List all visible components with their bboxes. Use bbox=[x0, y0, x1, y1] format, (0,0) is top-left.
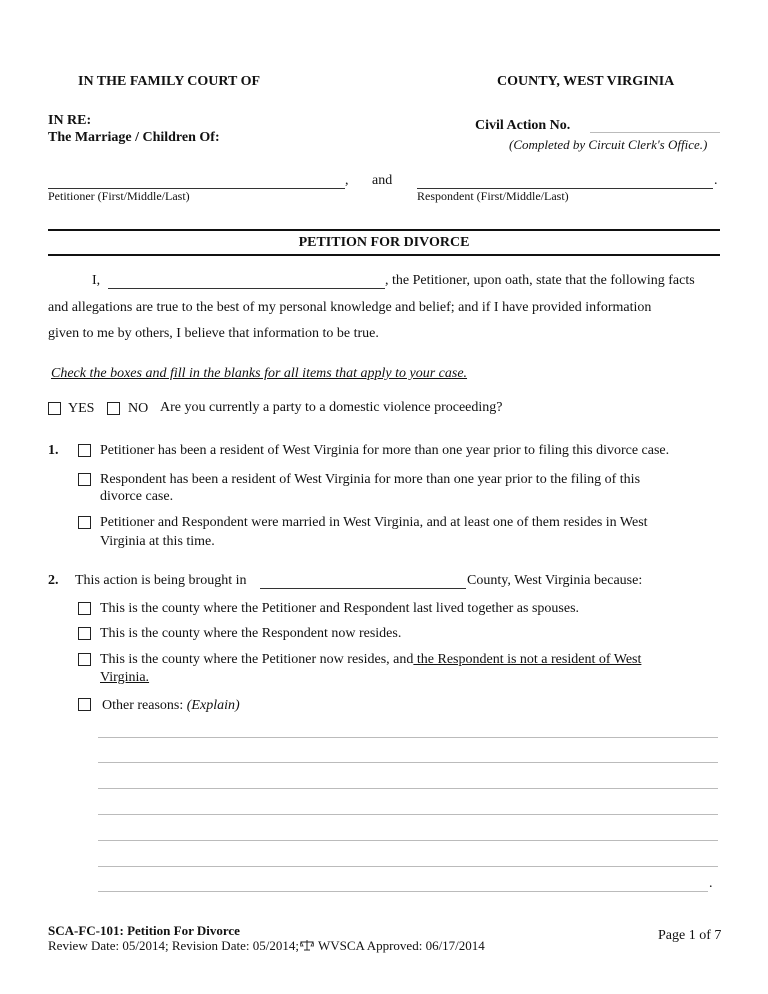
item2-intro-b: County, West Virginia because: bbox=[467, 573, 643, 588]
explain-line-6[interactable] bbox=[98, 866, 718, 867]
item2-opt1-text: This is the county where the Petitioner and Respondent last lived together as spouses. bbox=[100, 601, 580, 616]
item1-opt1-text: Petitioner has been a resident of West Virginia for more than one year prior to filing this divorce case. bbox=[100, 443, 670, 458]
oath-text-2: and allegations are true to the best of my personal knowledge and belief; and if I have provided information bbox=[48, 300, 652, 315]
item2-opt4-checkbox[interactable] bbox=[78, 698, 91, 711]
title-bottom-rule bbox=[48, 254, 720, 256]
title-top-rule bbox=[48, 229, 720, 231]
scales-icon bbox=[300, 939, 314, 951]
oath-name-field[interactable] bbox=[108, 288, 385, 289]
item2-opt3-checkbox[interactable] bbox=[78, 653, 91, 666]
comma-mark: , bbox=[345, 173, 349, 188]
form-id: SCA-FC-101: Petition For Divorce bbox=[48, 923, 240, 938]
item1-number: 1. bbox=[48, 443, 59, 458]
item2-number: 2. bbox=[48, 573, 59, 588]
explain-line-2[interactable] bbox=[98, 762, 718, 763]
explain-line-4[interactable] bbox=[98, 814, 718, 815]
period-mark: . bbox=[714, 173, 718, 188]
page-title: PETITION FOR DIVORCE bbox=[298, 235, 470, 250]
item2-intro-a: This action is being brought in bbox=[75, 573, 247, 588]
review-dates bbox=[48, 938, 485, 954]
page-number: Page 1 of 7 bbox=[658, 928, 722, 943]
instructions: Check the boxes and fill in the blanks for all items that apply to your case. bbox=[51, 366, 468, 381]
oath-i: I, bbox=[92, 273, 101, 288]
dv-yes-checkbox[interactable] bbox=[48, 402, 61, 415]
civil-action-number-field[interactable] bbox=[590, 132, 720, 133]
item1-opt3-text-1: Petitioner and Respondent were married in West Virginia, and at least one of them resides in West bbox=[100, 515, 648, 530]
item2-opt3-text-1 bbox=[100, 652, 641, 668]
item2-opt2-checkbox[interactable] bbox=[78, 627, 91, 640]
respondent-label: Respondent (First/Middle/Last) bbox=[417, 189, 569, 203]
item2-opt3-text-2: Virginia. bbox=[100, 670, 150, 685]
item1-opt2-text-1: Respondent has been a resident of West Virginia for more than one year prior to the filing of this bbox=[100, 472, 641, 487]
county-state-label: COUNTY, WEST VIRGINIA bbox=[497, 74, 675, 89]
explain-line-1[interactable] bbox=[98, 737, 718, 738]
approved-date-text: WVSCA Approved: 06/17/2014 bbox=[314, 938, 485, 953]
item1-opt2-text-2: divorce case. bbox=[100, 489, 174, 504]
item1-opt3-checkbox[interactable] bbox=[78, 516, 91, 529]
dv-question-text: Are you currently a party to a domestic violence proceeding? bbox=[160, 400, 503, 415]
item1-opt1-checkbox[interactable] bbox=[78, 444, 91, 457]
dv-yes-label: YES bbox=[68, 401, 95, 416]
petitioner-label: Petitioner (First/Middle/Last) bbox=[48, 189, 190, 203]
item2-opt1-checkbox[interactable] bbox=[78, 602, 91, 615]
explain-label: (Explain) bbox=[186, 698, 240, 713]
dv-no-checkbox[interactable] bbox=[107, 402, 120, 415]
review-date-text: Review Date: 05/2014; Revision Date: 05/2014; bbox=[48, 938, 299, 953]
civil-action-label: Civil Action No. bbox=[475, 118, 571, 133]
oath-text-1: , the Petitioner, upon oath, state that the following facts bbox=[385, 273, 695, 288]
county-name-field[interactable] bbox=[260, 588, 466, 589]
explain-line-5[interactable] bbox=[98, 840, 718, 841]
item2-opt2-text: This is the county where the Respondent now resides. bbox=[100, 626, 402, 641]
item1-opt3-text-2: Virginia at this time. bbox=[100, 534, 215, 549]
item1-opt2-checkbox[interactable] bbox=[78, 473, 91, 486]
explain-line-7[interactable] bbox=[98, 891, 708, 892]
in-re-label: IN RE: bbox=[48, 113, 92, 128]
dv-no-label: NO bbox=[128, 401, 149, 416]
marriage-children-label: The Marriage / Children Of: bbox=[48, 130, 220, 145]
item2-opt3-text-b: the Respondent is not a resident of West bbox=[413, 652, 642, 667]
item2-opt4-text bbox=[102, 698, 240, 714]
other-reasons-label: Other reasons: bbox=[102, 698, 184, 713]
and-label: and bbox=[372, 173, 393, 188]
clerk-note: (Completed by Circuit Clerk's Office.) bbox=[509, 137, 708, 152]
explain-line-3[interactable] bbox=[98, 788, 718, 789]
court-label: IN THE FAMILY COURT OF bbox=[78, 74, 261, 89]
oath-text-3: given to me by others, I believe that information to be true. bbox=[48, 326, 379, 341]
explain-final-period: . bbox=[709, 876, 713, 891]
item2-opt3-text-a: This is the county where the Petitioner now resides, and bbox=[100, 652, 414, 667]
